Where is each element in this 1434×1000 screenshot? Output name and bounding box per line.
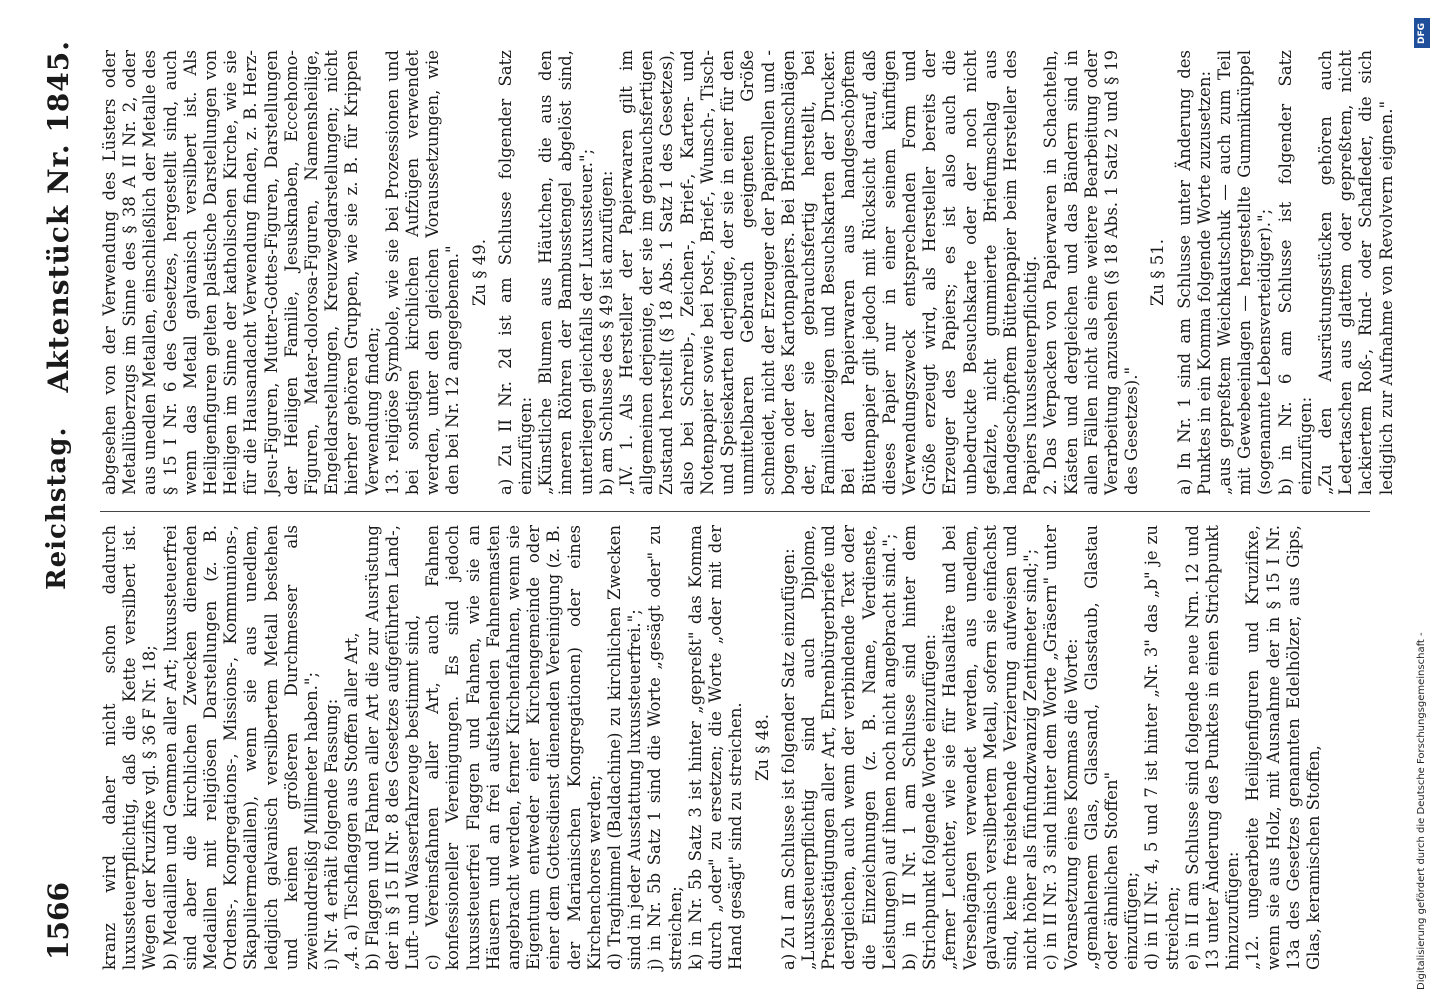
paragraph: d) in II Nr. 4, 5 und 7 ist hinter „Nr. 3" das „b" je zu streichen; [1142,525,1182,970]
paragraph: k) in Nr. 5b Satz 3 ist hinter „gepreßt" das Komma durch „oder" zu ersetzen; die Worte „oder mit der Hand gesägt" sind zu streichen. [685,525,746,970]
paragraph: 2. Das Verpacken von Papierwaren in Schachteln, Kästen und dergleichen und das Bändern sind in allen Fällen nicht als eine weitere Bearbeitung oder Verarbeitung anzusehen (§ 18 Abs. 1 Satz 2 und § 19 des Gesetzes)." [1041,50,1142,495]
paragraph: b) am Schlusse des § 49 ist anzufügen: [596,170,616,495]
paragraph: „ferner Leuchter, wie sie für Hausaltäre und bei Versehgängen verwendet werden, aus unedlem, galvanisch versilbertem Metall, sofern sie einfachst sind, keine freistehende Verzierung aufweisen und nicht höher als fünfundzwanzig Zentimeter sind;"; [940,525,1041,970]
paragraph: a) Zu I am Schlusse ist folgender Satz einzufügen: [778,548,798,970]
section-heading: Zu § 49. [469,238,489,307]
paragraph: e) in II am Schlusse sind folgende neue Nrn. 12 und 13 unter Änderung des Punktes in einen Strichpunkt hinzuzufügen: [1182,525,1243,970]
page-header [42,40,82,960]
paragraph: „gemahlenem Glas, Glassand, Glasstaub, Glastau oder ähnlichen Stoffen" [1081,525,1121,970]
header-right-title: Aktenstück Nr. 1845. [42,40,75,393]
paragraph: einzufügen; [1122,871,1142,970]
paragraph: „IV. 1. Als Hersteller der Papierwaren gilt im allgemeinen derjenige, der sie im gebrauchsfertigen Zustand herstellt (§ 18 Abs. 1 Satz 1 des Gesetzes), also bei Schreib-, Zeichen-, Brief-, Karten- und Notenpapier sowie bei Post-, Brief-, Wunsch-, Tisch- und Speisekarten derjenige, der sie in einer für den unmittelbaren Gebrauch geeigneten Größe schneidet, nicht der Erzeuger der Papierrollen und -bogen oder des Kartonpapiers. Bei Briefumschlägen der, der sie gebrauchsfertig herstellt, bei Familienanzeigen und Besuchskarten der Drucker. Bei den Papierwaren aus handgeschöpftem Büttenpapier gilt jedoch mit Rücksicht darauf, daß dieses Papier nur in einer seinem künftigen Verwendungszweck entsprechenden Form und Größe erzeugt wird, als Hersteller bereits der Erzeuger des Papiers; es ist also auch die unbedruckte Besuchskarte oder der noch nicht gefalzte, nicht gummierte Briefumschlag aus handgeschöpftem Büttenpapier beim Hersteller des Papiers luxussteuerpflichtig. [617,50,1041,495]
left-column [100,525,1370,970]
paragraph: j) in Nr. 5b Satz 1 sind die Worte „gesägt oder" zu streichen; [645,525,685,970]
paragraph: b) in Nr. 6 am Schlusse ist folgender Satz einzufügen: [1275,50,1315,495]
section-heading: Zu § 48. [752,713,772,782]
digitization-sidebar [1412,10,1432,990]
paragraph: „Künstliche Blumen aus Häutchen, die aus den inneren Röhren der Bambusstengel abgelöst sind, unterliegen gleichfalls der Luxussteuer."; [536,50,596,495]
paragraph: i) Nr. 4 erhält folgende Fassung: [322,698,342,970]
paragraph: b) Medaillen und Gemmen aller Art; luxussteuerfrei sind aber die kirchlichen Zwecken dienenden Medaillen mit religiösen Darstellungen (z. B. Ordens-, Kongregations-, Missions-, Kommunions-, Skapuliermedaillen), wenn sie aus unedlem, lediglich galvanisch versilbertem Metall bestehen und keinen größeren Durchmesser als zweiunddreißig Millimeter haben."; [160,525,322,970]
paragraph: a) Zu II Nr. 2d ist am Schlusse folgender Satz einzufügen: [495,50,536,495]
section-heading: Zu § 51. [1148,238,1168,307]
column-divider [100,511,1370,512]
right-column [100,50,1396,495]
paragraph: b) in II Nr. 1 am Schlusse sind hinter dem Strichpunkt folgende Worte einzufügen: [899,525,940,970]
paragraph: 13. religiöse Symbole, wie sie bei Prozessionen und bei sonstigen kirchlichen Aufzügen verwendet werden, unter den gleichen Voraussetzungen, wie den bei Nr. 12 angegebenen." [382,50,463,495]
paragraph: kranz wird daher nicht schon dadurch luxussteuerpflichtig, daß die Kette versilbert ist. Wegen der Kruzifixe vgl. § 36 F Nr. 18; [100,525,160,970]
paragraph: c) Vereinsfahnen aller Art, auch Fahnen konfessioneller Vereinigungen. Es sind jedoch luxussteuerfrei Flaggen und Fahnen, wie sie an Häusern und an frei aufstehenden Fahnenmasten angebracht werden, ferner Kirchenfahnen, wenn sie Eigentum entweder einer Kirchengemeinde oder einer dem Gottesdienst dienenden Vereinigung (z. B. der Marianischen Kongregationen) oder eines Kirchenchores werden; [423,525,604,970]
paragraph: „12. ungearbeite Heiligenfiguren und Kruzifixe, wenn sie aus Holz, mit Ausnahme der in § 15 I Nr. 13a des Gesetzes genannten Edelhölzer, aus Gips, Glas, keramischen Stoffen, [1243,525,1323,970]
paragraph: d) Traghimmel (Baldachine) zu kirchlichen Zwecken sind in jeder Ausstattung luxussteuerfrei."; [605,525,645,970]
paragraph: „Luxussteuerpflichtig sind auch Diplome, Preisbestätigungen aller Art, Ehrenbürgerbriefe und dergleichen, auch wenn der verbindende Text oder die Einzeichnungen (z. B. Name, Verdienste, Leistungen) auf ihnen noch nicht angebracht sind."; [798,525,899,970]
paragraph: b) Flaggen und Fahnen aller Art die zur Ausrüstung der in § 15 II Nr. 8 des Gesetzes aufgeführten Land-, Luft- und Wasserfahrzeuge bestimmt sind, [362,525,423,970]
paragraph: „Zu den Ausrüstungsstücken gehören auch Ledertaschen aus glattem oder gepreßtem, nicht lackiertem Roß-, Rind- oder Schafleder, die sich lediglich zur Aufnahme von Revolvern eignen." [1315,50,1396,495]
dfg-logo: DFG [1414,18,1430,48]
paragraph: c) in II Nr. 3 sind hinter dem Worte „Gräsern" unter Voransetzung eines Kommas die Worte: [1041,525,1081,970]
paragraph: „4. a) Tischflaggen aus Stoffen aller Art, [342,632,362,970]
paragraph: a) In Nr. 1 sind am Schlusse unter Änderung des Punktes in ein Komma folgende Worte zuzusetzen: [1174,50,1214,495]
paragraph: „aus gepreßtem Weichkautschuk — auch zum Teil mit Gewebeeinlagen — hergestellte Gummiknüppel (sogenannte Lebensverteidiger)."; [1214,50,1275,495]
paragraph: abgesehen von der Verwendung des Lüsters oder Metallüberzugs im Sinne des § 38 A II Nr. 2, oder aus unedlen Metallen, einschließlich der Metalle des § 15 I Nr. 6 des Gesetzes, hergestellt sind, auch wenn das Metall galvanisch versilbert ist. Als Heiligenfiguren gelten plastische Darstellungen von Heiligen im Sinne der katholischen Kirche, wie sie für die Hausandacht Verwendung finden, z. B. Herz-Jesu-Figuren, Mutter-Gottes-Figuren, Darstellungen der Heiligen Familie, Jesusknaben, Eccehomo-Figuren, Mater-dolorosa-Figuren, Namensheilige, Engeldarstellungen, Kreuzwegdarstellungen; nicht hierher gehören Gruppen, wie sie z. B. für Krippen Verwendung finden; [100,50,382,495]
page-number: 1566 [42,882,75,960]
header-left-title: Reichstag. [42,426,72,590]
digitization-credit: Digitalisierung gefördert durch die Deutsche Forschungsgemeinschaft - [1416,632,1427,990]
